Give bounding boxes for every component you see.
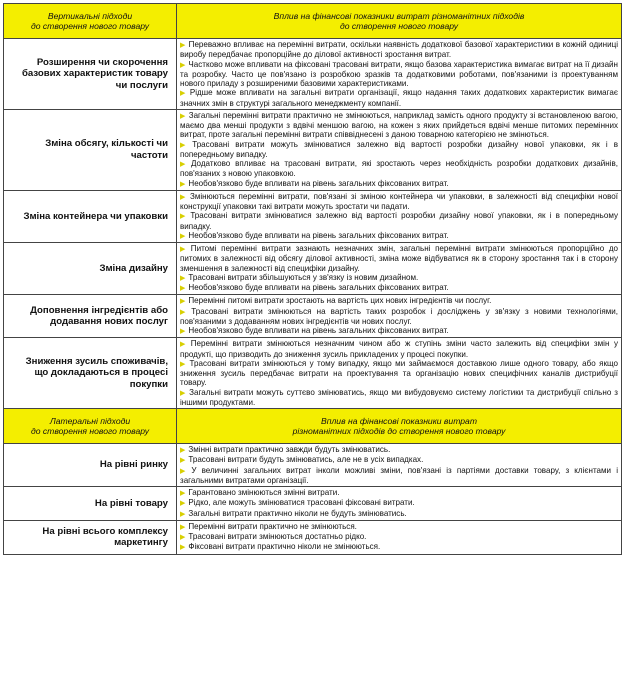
- triangle-bullet-icon: ▶: [180, 360, 187, 368]
- impact-cell: [177, 338, 622, 409]
- header-line: Вертикальні підходи: [47, 11, 133, 21]
- impact-text: Фіксовані витрати практично ніколи не змінюються.: [188, 542, 381, 552]
- impact-text: Трасовані витрати змінюються достатньо рідко.: [188, 532, 367, 541]
- triangle-bullet-icon: ▶: [180, 112, 186, 120]
- triangle-bullet-icon: ▶: [180, 141, 190, 149]
- impact-text: Трасовані витрати змінюються у тому випадку, якщо ми займаємося доставкою лише одного товару, або якщо зниження зусиль передбачає витрати на проектування та організацію нових специфічних каналів дистрибуції товару.: [180, 358, 618, 388]
- impact-cell: [177, 487, 622, 521]
- triangle-bullet-icon: ▶: [180, 285, 186, 292]
- impact-item: [180, 296, 618, 306]
- triangle-bullet-icon: ▶: [180, 308, 189, 316]
- triangle-bullet-icon: ▶: [180, 447, 186, 454]
- header-line: до створення нового товару: [339, 21, 459, 31]
- impact-cell: [177, 295, 622, 338]
- approach-label: На рівні ринку: [4, 444, 177, 487]
- triangle-bullet-icon: ▶: [180, 490, 186, 497]
- triangle-bullet-icon: ▶: [180, 246, 188, 253]
- impact-text: Частково може впливати на фіксовані трасовані витрати, якщо базова характеристика вимагає витрат на її дизайн та розробку. Часто це пов'язано із розробкою зразків та додатковими роботами, пов'язаними із проектуванням нового приладу з розширеними базовими характеристиками.: [180, 59, 618, 88]
- impact-item: [180, 140, 618, 160]
- impact-text: Загальні перемінні витрати практично не змінюються, наприклад замість одного продукту зі встановленою вагою, маємо два менші продукти з вдвічі меншою вагою, на кожен з яких прийдеться вдвічі менше питомих перемінних витрат, проте загальні перемінні витрати співвіднесені з даною товарною категорією не змінються.: [180, 110, 618, 140]
- impact-text: У величинні загальних витрат інколи можливі зміни, пов'язані із партіями доставки товару, з клієнтами і загальними витратами організації.: [180, 465, 618, 485]
- impact-text: Додатково впливає на трасовані витрати, які зростають через необхідність розробки додаткових дизайнів, пов'язаних з новою упаковкою.: [180, 159, 618, 179]
- impact-text: Трасовані витрати змінюються на вартість таких розробок і досліджень у зв'язку з новими технологіями, пов'язаними з додаванням нових інгредієнтів чи нових послуг.: [180, 306, 618, 326]
- impact-item: [180, 179, 618, 189]
- impact-item: [180, 60, 618, 89]
- triangle-bullet-icon: ▶: [180, 274, 186, 282]
- header-row-lateral: [4, 409, 622, 444]
- header-vertical-right: [177, 4, 622, 39]
- impact-text: Змінюються перемінні витрати, пов'язані зі зміною контейнера чи упаковки, в залежності від специфіки нової конструкції упаковки такі витрати можуть зростати чи падати.: [180, 191, 618, 211]
- impact-text: Трасовані витрати можуть змінюватися залежно від вартості розробки дизайну нової упаковки, як і в попередньому випадку.: [180, 139, 618, 159]
- impact-cell: [177, 39, 622, 110]
- header-line: до створення нового товару: [30, 21, 150, 31]
- impact-text: Необов'язково буде впливати на рівень загальних фіксованих витрат.: [188, 178, 449, 188]
- header-line: до створення нового товару: [30, 426, 150, 436]
- impact-text: Рідко, але можуть змінюватися трасовані фіксовані витрати.: [188, 498, 415, 508]
- cost-impact-table: [3, 3, 622, 555]
- approach-label: Доповнення інгредієнтів або додавання нових послуг: [4, 295, 177, 338]
- triangle-bullet-icon: ▶: [180, 534, 186, 541]
- impact-item: [180, 88, 618, 108]
- triangle-bullet-icon: ▶: [180, 341, 188, 349]
- table-row: [4, 444, 622, 487]
- approach-label: Зниження зусиль споживачів, що докладаються в процесі покупки: [4, 338, 177, 409]
- triangle-bullet-icon: ▶: [180, 510, 186, 518]
- impact-item: [180, 445, 618, 455]
- impact-text: Необов'язково буде впливати на рівень загальних фіксованих витрат.: [188, 230, 449, 240]
- impact-text: Трасовані витрати збільшуються у зв'язку із новим дизайном.: [188, 272, 419, 282]
- impact-text: Переважно впливає на перемінні витрати, оскільки наявність додаткової базової характеристики в кожній одиниці виробу передбачає пропорційне до ділової активності зростання витрат.: [180, 40, 618, 60]
- triangle-bullet-icon: ▶: [180, 523, 186, 531]
- triangle-bullet-icon: ▶: [180, 42, 186, 49]
- approach-label: Розширення чи скорочення базових характеристик товару чи послуги: [4, 39, 177, 110]
- triangle-bullet-icon: ▶: [180, 213, 188, 221]
- impact-text: Необов'язково буде впливати на рівень загальних фіксованих витрат.: [188, 326, 449, 335]
- impact-text: Загальні витрати практично ніколи не будуть змінюватись.: [188, 508, 407, 518]
- header-line: Вплив на фінансові показники витрат різноманітних підходів: [273, 11, 525, 21]
- impact-item: [180, 339, 618, 359]
- impact-text: Необов'язково буде впливати на рівень загальних фіксованих витрат.: [188, 283, 449, 292]
- impact-item: [180, 244, 618, 273]
- table-row: [4, 39, 622, 110]
- impact-item: [180, 326, 618, 336]
- table-row: [4, 109, 622, 190]
- impact-text: Змінні витрати практично завжди будуть змінюватись.: [188, 445, 391, 454]
- table-row: [4, 520, 622, 554]
- impact-text: Рідше може впливати на загальні витрати організації, якщо надання таких додаткових характеристик вимагає значних змін в структурі загального менеджменту компанії.: [180, 88, 618, 108]
- triangle-bullet-icon: ▶: [180, 180, 186, 188]
- header-row-vertical: [4, 4, 622, 39]
- impact-item: [180, 455, 618, 465]
- impact-text: Загальні витрати можуть суттєво змінюватись, якщо ми вибудовуємо систему логістики та дистрибуції спільно з іншими продуктами.: [180, 387, 618, 407]
- impact-item: [180, 231, 618, 241]
- impact-cell: [177, 520, 622, 554]
- approach-label: На рівні всього комплексу маркетингу: [4, 520, 177, 554]
- header-line: Латеральні підходи: [49, 416, 131, 426]
- table-row: [4, 487, 622, 521]
- approach-label: Зміна контейнера чи упаковки: [4, 190, 177, 242]
- impact-item: [180, 273, 618, 283]
- impact-item: [180, 159, 618, 179]
- table-row: [4, 295, 622, 338]
- table-row: [4, 338, 622, 409]
- triangle-bullet-icon: ▶: [180, 61, 186, 69]
- triangle-bullet-icon: ▶: [180, 90, 187, 98]
- approach-label: Зміна обсягу, кількості чи частоти: [4, 109, 177, 190]
- triangle-bullet-icon: ▶: [180, 161, 189, 168]
- impact-item: [180, 388, 618, 408]
- triangle-bullet-icon: ▶: [180, 232, 186, 240]
- triangle-bullet-icon: ▶: [180, 544, 186, 552]
- impact-item: [180, 307, 618, 327]
- approach-label: На рівні товару: [4, 487, 177, 521]
- impact-item: [180, 211, 618, 231]
- impact-item: [180, 283, 618, 293]
- impact-text: Перемінні витрати змінюються незначним чином або ж ступінь зміни часто залежить від специфіки змін у продукті, що призводить до зниження зусиль прикладених у процесі покупки.: [180, 339, 618, 359]
- impact-text: Трасовані витрати будуть змінюватись, але не в усіх випадках.: [188, 455, 424, 465]
- impact-text: Гарантовано змінюються змінні витрати.: [188, 488, 340, 497]
- impact-cell: [177, 190, 622, 242]
- header-lateral-right: [177, 409, 622, 444]
- impact-item: [180, 498, 618, 508]
- triangle-bullet-icon: ▶: [180, 457, 186, 465]
- triangle-bullet-icon: ▶: [180, 467, 189, 475]
- triangle-bullet-icon: ▶: [180, 389, 187, 397]
- triangle-bullet-icon: ▶: [180, 193, 187, 201]
- approach-label: Зміна дизайну: [4, 243, 177, 295]
- triangle-bullet-icon: ▶: [180, 328, 186, 335]
- impact-item: [180, 532, 618, 542]
- impact-cell: [177, 444, 622, 487]
- impact-text: Питомі перемінні витрати зазнають незначних змін, загальні перемінні витрати змінюються пропорційно до питомих в залежності від обсягу ділової активності, зміна може відбуватися як в сторону зростання так і в сторону зменшення в залежності від специфіки дизайну.: [180, 244, 619, 273]
- header-lateral-left: [4, 409, 177, 444]
- impact-item: [180, 466, 618, 486]
- impact-item: [180, 522, 618, 532]
- triangle-bullet-icon: ▶: [180, 298, 186, 306]
- impact-text: Перемінні витрати практично не змінюються.: [188, 521, 357, 531]
- impact-item: [180, 359, 618, 388]
- impact-cell: [177, 243, 622, 295]
- triangle-bullet-icon: ▶: [180, 500, 186, 508]
- header-line: Вплив на фінансові показники витрат: [321, 416, 477, 426]
- impact-item: [180, 488, 618, 498]
- header-vertical-left: [4, 4, 177, 39]
- header-line: різноманітних підходів до створення нового товару: [292, 426, 506, 436]
- impact-text: Трасовані витрати змінюватися залежно від вартості розробки дизайну нової упаковки, як і в попередньому випадку.: [180, 211, 618, 231]
- impact-cell: [177, 109, 622, 190]
- table-row: [4, 243, 622, 295]
- impact-text: Перемінні питомі витрати зростають на вартість цих нових інгредієнтів чи послуг.: [188, 296, 492, 306]
- impact-item: [180, 40, 618, 60]
- table-row: [4, 190, 622, 242]
- impact-item: [180, 542, 618, 552]
- impact-item: [180, 509, 618, 519]
- impact-item: [180, 111, 618, 140]
- impact-item: [180, 192, 618, 212]
